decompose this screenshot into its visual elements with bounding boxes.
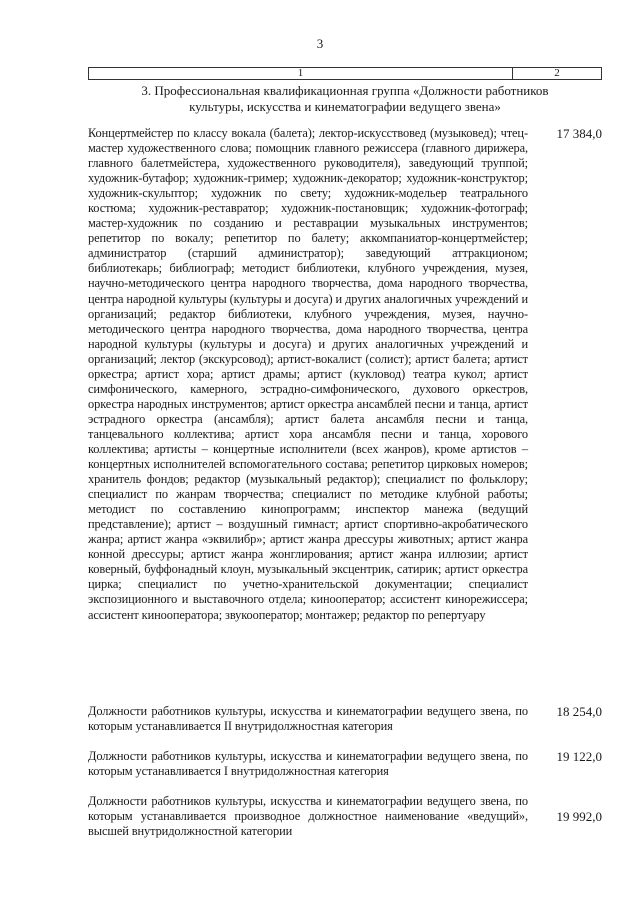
salary-value: 19 992,0 [556,809,602,824]
group-title-line-2: культуры, искусства и кинематографии ведущего звена» [189,99,501,114]
position-description: Должности работников культуры, искусства и кинематографии ведущего звена, по которым устанавливается производное должностное наименование «ведущий», высшей внутридолжностной категории [88,794,528,839]
table-header [88,67,602,80]
position-description: Должности работников культуры, искусства и кинематографии ведущего звена, по которым устанавливается II внутридолжностная категория [88,704,528,734]
table-header-col-1: 1 [89,68,513,79]
page-number: 3 [316,36,324,51]
salary-value: 17 384,0 [556,126,602,141]
position-list: Концертмейстер по классу вокала (балета); лектор-искусствовед (музыковед); чтец-мастер художественного слова; помощник главного режиссера (главного дирижера, главного балетмейстера, художественного руководителя), заведующий труппой; художник-бутафор; художник-гример; художник-декоратор; художник-конструктор; художник-скульптор; художник по свету; художник-модельер театрального костюма; художник-реставратор; художник-постановщик; художник-фотограф; мастер-художник по созданию и реставрации музыкальных инструментов; репетитор по вокалу; репетитор по балету; аккомпаниатор-концертмейстер; администратор (старший администратор); заведующий аттракционом; библиотекарь; библиограф; методист библиотеки, клубного учреждения, музея, научно-методического центра народного творчества, дома народного творчества, центра народной культуры (культуры и досуга) и других аналогичных учреждений и организаций; редактор библиотеки, клубного учреждения, музея, научно-методического центра народного творчества, дома народного творчества, центра народной культуры (культуры и досуга) и других аналогичных учреждений и организаций; лектор (экскурсовод); артист-вокалист (солист); артист балета; артист оркестра; артист хора; артист драмы; артист (кукловод) театра кукол; артист симфонического, камерного, эстрадно-симфонического, духового оркестров, оркестра народных инструментов; артист оркестра ансамблей песни и танца, артист эстрадного оркестра (ансамбля); артист балета ансамбля песни и танца, танцевального коллектива; артист хора ансамбля песни и танца, хорового коллектива; артисты – концертные исполнители (всех жанров), кроме артистов – концертных исполнителей вспомогательного состава; репетитор цирковых номеров; хранитель фондов; редактор (музыкальный редактор); специалист по фольклору; специалист по жанрам творчества; специалист по методике клубной работы; методист по составлению кинопрограмм; инспектор манежа (ведущий представление); артист – воздушный гимнаст; артист спортивно-акробатического жанра; артист жанра «эквилибр»; артист жанра дрессуры животных; артист жанра конной дрессуры; артист жанра жонглирования; артист жанра иллюзии; артист коверный, буффонадный клоун, музыкальный эксцентрик, сатирик; артист оркестра цирка; специалист по учетно-хранительской документации; специалист экспозиционного и выставочного отдела; кинооператор; ассистент кинорежиссера; ассистент кинооператора; звукооператор; монтажер; редактор по репертуару [88,126,528,622]
group-title-line-1: 3. Профессиональная квалификационная группа «Должности работников [141,83,549,98]
table-header-col-2: 2 [554,67,560,79]
group-title [88,83,602,115]
salary-value: 18 254,0 [556,704,602,719]
position-description: Должности работников культуры, искусства и кинематографии ведущего звена, по которым устанавливается I внутридолжностная категория [88,749,528,779]
salary-value: 19 122,0 [556,749,602,764]
